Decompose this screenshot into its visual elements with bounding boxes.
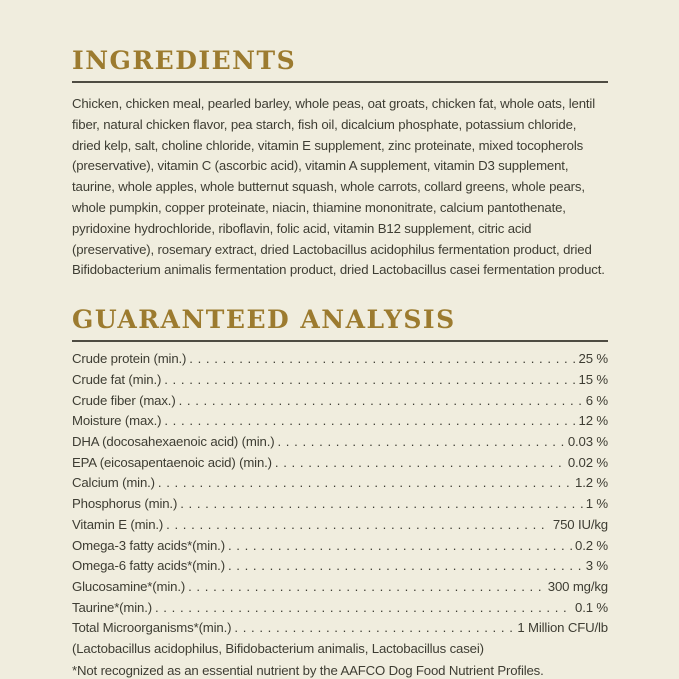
nutrient-value: 3 % xyxy=(585,558,608,574)
analysis-row xyxy=(72,432,608,453)
nutrient-value: 12 % xyxy=(578,413,608,429)
microorganisms-note: (Lactobacillus acidophilus, Bifidobacterium animalis, Lactobacillus casei) xyxy=(72,641,484,657)
nutrient-label: Glucosamine*(min.) xyxy=(72,578,186,594)
analysis-row xyxy=(72,598,608,619)
nutrient-label: Omega-6 fatty acids*(min.) xyxy=(72,558,225,574)
dotted-leader xyxy=(158,473,572,494)
ingredients-heading-rule xyxy=(72,81,608,83)
dotted-leader xyxy=(155,598,572,619)
dotted-leader xyxy=(275,453,565,474)
nutrient-label: Taurine*(min.) xyxy=(72,599,152,615)
analysis-row xyxy=(72,577,608,598)
nutrient-value: 1 Million CFU/lb xyxy=(517,620,608,636)
dotted-leader xyxy=(164,411,575,432)
analysis-row xyxy=(72,349,608,370)
nutrient-label: Phosphorus (min.) xyxy=(72,496,178,512)
nutrient-label: Crude protein (min.) xyxy=(72,351,187,367)
nutrient-label: DHA (docosahexaenoic acid) (min.) xyxy=(72,433,275,449)
nutrient-value: 1 % xyxy=(585,496,608,512)
dotted-leader xyxy=(277,432,564,453)
aafco-footnote: *Not recognized as an essential nutrient by the AAFCO Dog Food Nutrient Profiles. xyxy=(72,662,544,678)
dotted-leader xyxy=(180,494,583,515)
analysis-row xyxy=(72,556,608,577)
dotted-leader xyxy=(164,370,575,391)
nutrient-label: EPA (eicosapentaenoic acid) (min.) xyxy=(72,454,272,470)
nutrient-value: 750 IU/kg xyxy=(552,516,608,532)
analysis-row xyxy=(72,453,608,474)
guaranteed-analysis-heading-rule xyxy=(72,340,608,342)
analysis-row xyxy=(72,411,608,432)
dotted-leader xyxy=(166,515,550,536)
nutrient-value: 300 mg/kg xyxy=(547,578,608,594)
ingredients-section xyxy=(72,46,608,281)
nutrient-label: Total Microorganisms*(min.) xyxy=(72,620,232,636)
nutrient-label: Vitamin E (min.) xyxy=(72,516,164,532)
nutrient-label: Crude fat (min.) xyxy=(72,371,162,387)
nutrient-value: 6 % xyxy=(585,392,608,408)
nutrient-value: 1.2 % xyxy=(575,475,608,491)
ingredients-list-text: Chicken, chicken meal, pearled barley, whole peas, oat groats, chicken fat, whole oats, lentil fiber, natural chicken flavor, pea starch, fish oil, dicalcium phosphate, potassium chloride, dried kelp, salt, choline chloride, vitamin E supplement, zinc proteinate, mixed tocopherols (preservative), vitamin C (ascorbic acid), vitamin A supplement, vitamin D3 supplement, taurine, whole apples, whole butternut squash, whole carrots, collard greens, whole pears, whole pumpkin, copper proteinate, niacin, thiamine mononitrate, calcium pantothenate, pyridoxine hydrochloride, riboflavin, folic acid, vitamin B12 supplement, citric acid (preservative), rosemary extract, dried Lactobacillus acidophilus fermentation product, dried Bifidobacterium animalis fermentation product, dried Lactobacillus casei fermentation product. xyxy=(72,96,605,278)
ingredients-heading: INGREDIENTS xyxy=(72,46,297,75)
nutrient-value: 25 % xyxy=(578,351,608,367)
dotted-leader xyxy=(228,536,572,557)
dotted-leader xyxy=(228,556,583,577)
analysis-row xyxy=(72,618,608,639)
nutrient-label: Moisture (max.) xyxy=(72,413,162,429)
analysis-row xyxy=(72,473,608,494)
guaranteed-analysis-section xyxy=(72,305,608,679)
nutrient-value: 0.2 % xyxy=(575,537,608,553)
nutrient-label: Omega-3 fatty acids*(min.) xyxy=(72,537,225,553)
analysis-row xyxy=(72,391,608,412)
nutrient-value: 0.02 % xyxy=(567,454,608,470)
dotted-leader xyxy=(179,391,583,412)
nutrient-value: 0.1 % xyxy=(575,599,608,615)
nutrient-label: Crude fiber (max.) xyxy=(72,392,176,408)
analysis-row xyxy=(72,370,608,391)
analysis-table xyxy=(72,349,608,639)
guaranteed-analysis-heading: GUARANTEED ANALYSIS xyxy=(72,305,456,335)
dotted-leader xyxy=(189,349,575,370)
dotted-leader xyxy=(188,577,545,598)
analysis-row xyxy=(72,536,608,557)
nutrient-label: Calcium (min.) xyxy=(72,475,155,491)
dotted-leader xyxy=(234,618,514,639)
nutrient-value: 0.03 % xyxy=(567,433,608,449)
analysis-row xyxy=(72,494,608,515)
nutrient-value: 15 % xyxy=(578,371,608,387)
analysis-row xyxy=(72,515,608,536)
